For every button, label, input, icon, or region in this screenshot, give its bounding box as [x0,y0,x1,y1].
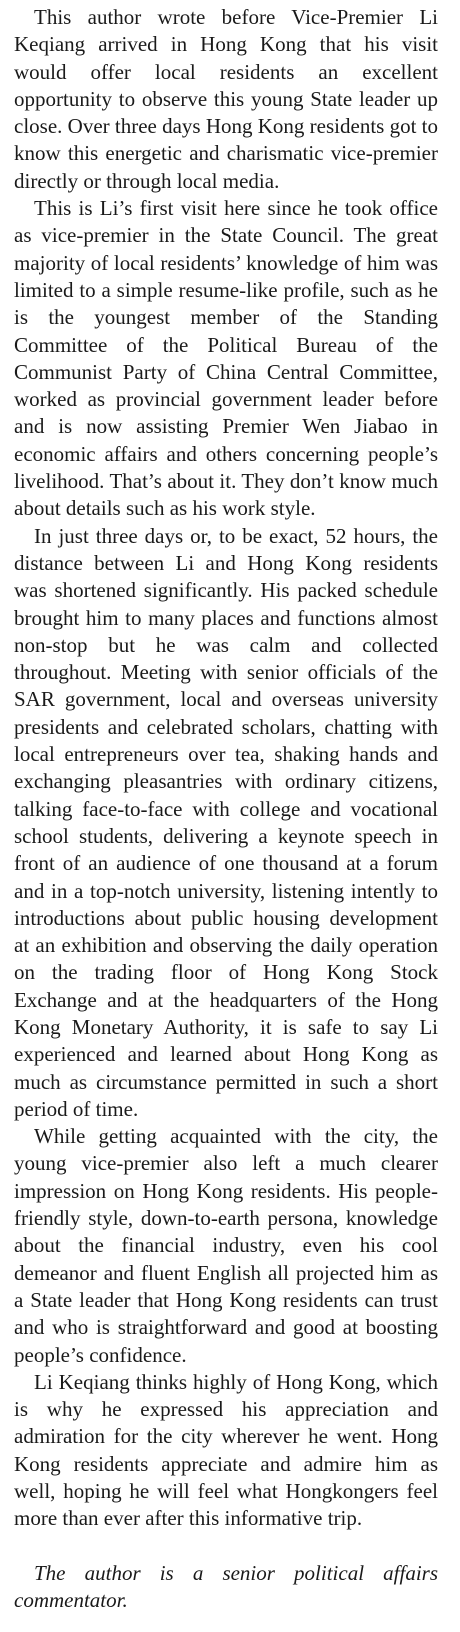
article-paragraph: Li Keqiang thinks highly of Hong Kong, which is why he expressed his appreciation and admiration for the city wherever he went. Hong Kong residents appreciate and admire him as well, hoping he will feel what Hongkongers feel more than ever after this informative trip. [14,1369,438,1531]
article-paragraph: In just three days or, to be exact, 52 hours, the distance between Li and Hong Kong residents was shortened significantly. His packed schedule brought him to many places and functions almost non-stop but he was calm and collected throughout. Meeting with senior officials of the SAR government, local and overseas university presidents and celebrated scholars, chatting with local entrepreneurs over tea, shaking hands and exchanging pleasantries with ordinary citizens, talking face-to-face with college and vocational school students, delivering a keynote speech in front of an audience of one thousand at a forum and in a top-notch university, listening intently to introductions about public housing development at an exhibition and observing the daily operation on the trading floor of Hong Kong Stock Exchange and at the headquarters of the Hong Kong Monetary Authority, it is safe to say Li experienced and learned about Hong Kong as much as circumstance permitted in such a short period of time. [14,523,438,1121]
article-paragraph: This author wrote before Vice-Premier Li Keqiang arrived in Hong Kong that his visit would offer local residents an excellent opportunity to observe this young State leader up close. Over three days Hong Kong residents got to know this energetic and charismatic vice-premier directly or through local media. [14,5,438,193]
article-paragraph: This is Li’s first visit here since he took office as vice-premier in the State Council. The great majority of local residents’ knowledge of him was limited to a simple resume-like profile, such as he is the youngest member of the Standing Committee of the Political Bureau of the Communist Party of China Central Committee, worked as provincial government leader before and is now assisting Premier Wen Jiabao in economic affairs and others concerning people’s livelihood. That’s about it. They don’t know much about details such as his work style. [14,196,438,521]
author-byline: The author is a senior political affairs commentator. [14,1560,438,1612]
article-paragraph: While getting acquainted with the city, the young vice-premier also left a much clearer impression on Hong Kong residents. His people-friendly style, down-to-earth persona, knowledge about the financial industry, even his cool demeanor and fluent English all projected him as a State leader that Hong Kong residents can trust and who is straightforward and good at boosting people’s confidence. [14,1124,438,1367]
article-body [14,4,438,1614]
